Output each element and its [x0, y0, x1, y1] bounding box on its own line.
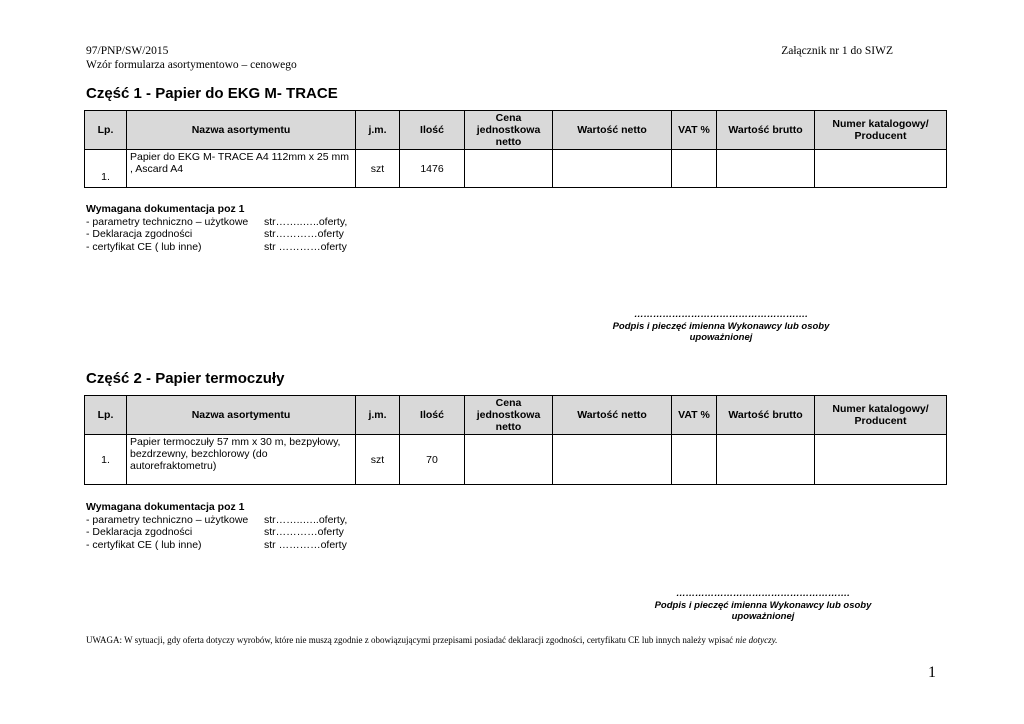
signature-caption: upoważnionej	[689, 332, 753, 343]
gross-value-cell[interactable]	[717, 435, 815, 485]
signature-dots: ……………………………………………….	[676, 588, 850, 599]
column-header: Nazwa asortymentu	[127, 111, 356, 150]
docs-item-label: - parametry techniczno – użytkowe	[86, 215, 249, 228]
gross-value-cell[interactable]	[717, 150, 815, 188]
docs-item-label: - certyfikat CE ( lub inne)	[86, 538, 202, 551]
column-header: Numer katalogowy/ Producent	[815, 396, 947, 435]
catalog-number-cell[interactable]	[815, 150, 947, 188]
column-header: Wartość netto	[553, 396, 672, 435]
part2-table	[84, 395, 947, 485]
part1-table	[84, 110, 947, 188]
column-header: Lp.	[85, 111, 127, 150]
table-row	[85, 435, 947, 485]
column-header: Ilość	[400, 396, 465, 435]
part1-required-docs	[86, 203, 347, 253]
quantity-cell: 70	[400, 435, 465, 485]
column-header: Wartość brutto	[717, 111, 815, 150]
footer-note-text: UWAGA: W sytuacji, gdy oferta dotyczy wyrobów, które nie muszą zgodnie z obowiązującymi przepisami posiadać deklaracji zgodności, certyfikatu CE lub innych należy wpisać	[86, 635, 734, 645]
docs-item-value: str …………oferty	[264, 240, 347, 253]
part2-required-docs	[86, 501, 347, 551]
docs-item-label: - Deklaracja zgodności	[86, 228, 193, 240]
signature-caption: upoważnionej	[731, 611, 795, 622]
column-header: Lp.	[85, 396, 127, 435]
column-header: j.m.	[356, 396, 400, 435]
page-number: 1	[928, 664, 936, 681]
column-header: j.m.	[356, 111, 400, 150]
footer-note	[86, 635, 777, 645]
docs-item-value: str…………oferty	[264, 228, 344, 240]
signature-caption: Podpis i pieczęć imienna Wykonawcy lub osoby	[612, 320, 830, 332]
table-header-row	[85, 111, 947, 150]
column-header: Cena jednostkowa netto	[465, 111, 553, 150]
docs-item	[86, 526, 347, 539]
unit-cell: szt	[356, 150, 400, 188]
signature-dots: ……………………………………………….	[634, 309, 808, 320]
column-header: Ilość	[400, 111, 465, 150]
part2-title: Część 2 - Papier termoczuły	[86, 370, 285, 387]
catalog-number-cell[interactable]	[815, 435, 947, 485]
part1-title: Część 1 - Papier do EKG M- TRACE	[86, 85, 338, 102]
lp-cell: 1.	[85, 435, 127, 485]
net-value-cell[interactable]	[553, 435, 672, 485]
document-reference: 97/PNP/SW/2015	[86, 45, 169, 57]
docs-item	[86, 514, 347, 527]
unit-cell: szt	[356, 435, 400, 485]
unit-price-cell[interactable]	[465, 150, 553, 188]
docs-item	[86, 216, 347, 229]
vat-cell[interactable]	[672, 150, 717, 188]
column-header: VAT %	[672, 111, 717, 150]
column-header: Wartość brutto	[717, 396, 815, 435]
name-cell: Papier do EKG M- TRACE A4 112mm x 25 mm , Ascard A4	[127, 150, 356, 188]
docs-item-label: - parametry techniczno – użytkowe	[86, 513, 249, 526]
part1-signature	[590, 309, 852, 344]
name-cell: Papier termoczuły 57 mm x 30 m, bezpyłowy, bezdrzewny, bezchlorowy (do autorefraktometru)	[127, 435, 356, 485]
docs-item-value: str……..…..oferty,	[264, 215, 348, 228]
column-header: Numer katalogowy/ Producent	[815, 111, 947, 150]
docs-item	[86, 539, 347, 552]
footer-note-italic: nie dotyczy.	[735, 635, 778, 645]
docs-item-label: - Deklaracja zgodności	[86, 526, 193, 538]
vat-cell[interactable]	[672, 435, 717, 485]
column-header: Nazwa asortymentu	[127, 396, 356, 435]
quantity-cell: 1476	[400, 150, 465, 188]
net-value-cell[interactable]	[553, 150, 672, 188]
docs-item-value: str …………oferty	[264, 538, 347, 551]
docs-heading: Wymagana dokumentacja poz 1	[86, 203, 245, 215]
column-header: Wartość netto	[553, 111, 672, 150]
lp-cell: 1.	[85, 150, 127, 188]
table-row	[85, 150, 947, 188]
table-header-row	[85, 396, 947, 435]
part2-signature	[632, 588, 894, 623]
signature-caption: Podpis i pieczęć imienna Wykonawcy lub osoby	[654, 599, 872, 611]
docs-item-label: - certyfikat CE ( lub inne)	[86, 240, 202, 253]
docs-item	[86, 228, 347, 241]
column-header: VAT %	[672, 396, 717, 435]
attachment-label: Załącznik nr 1 do SIWZ	[781, 45, 893, 57]
docs-item-value: str……..…..oferty,	[264, 513, 348, 526]
docs-heading: Wymagana dokumentacja poz 1	[86, 501, 245, 513]
form-title: Wzór formularza asortymentowo – cenowego	[86, 59, 297, 71]
docs-item	[86, 241, 347, 254]
unit-price-cell[interactable]	[465, 435, 553, 485]
docs-item-value: str…………oferty	[264, 526, 344, 538]
column-header: Cena jednostkowa netto	[465, 396, 553, 435]
